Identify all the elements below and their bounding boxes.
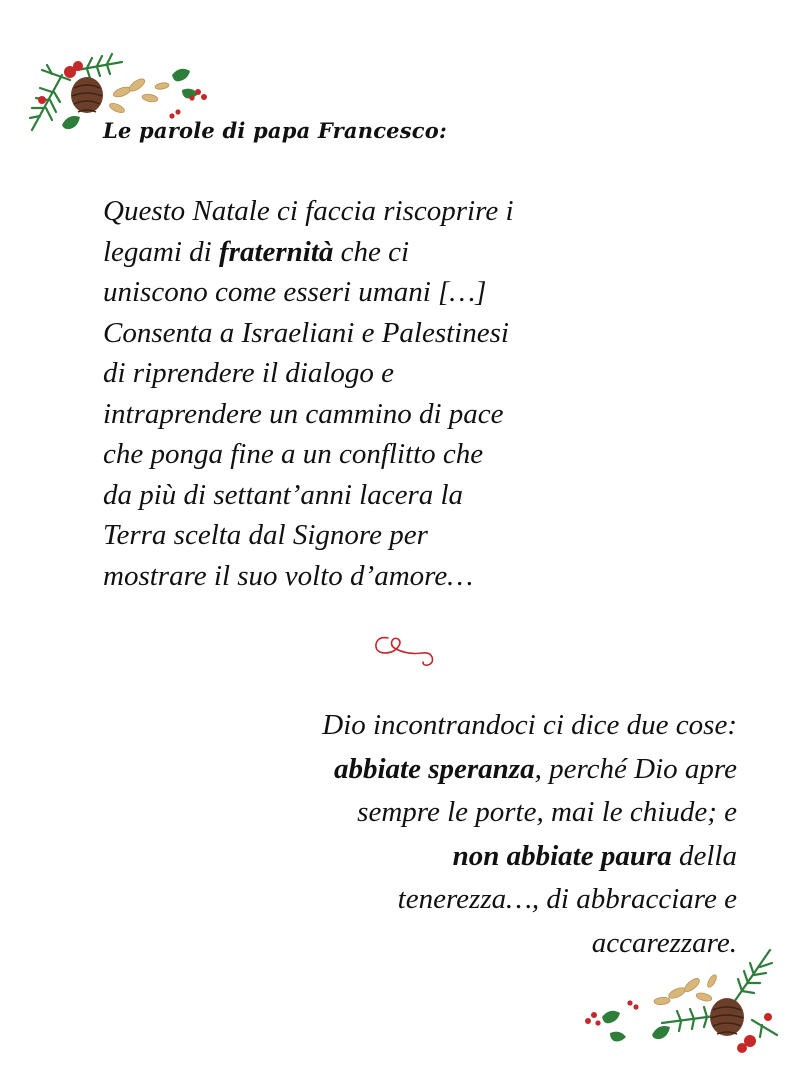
holly-pinecone-decoration-bottom [582,945,782,1060]
quote-line: sempre le porte, mai le chiude; e [357,796,737,828]
quote-line [267,835,737,879]
quote-line [103,232,583,273]
quote-text: legami di [103,235,219,268]
quote-line: Dio incontrandoci ci dice due cose: [322,709,737,741]
quote-text: , perché Dio apre [534,752,737,785]
quote-line: Questo Natale ci faccia riscoprire i [103,195,514,227]
emphasis-word: fraternità [219,235,334,268]
emphasis-word: abbiate speranza [334,752,535,785]
quote-christmas-message [103,191,583,596]
quote-line: tenerezza…, di abbracciare e [397,883,737,915]
quote-line: da più di settant’anni lacera la [103,478,464,511]
page-title: Le parole di papa Francesco: [103,118,447,143]
quote-line [267,748,737,792]
quote-line: che ponga fine a un conflitto che [103,438,484,470]
quote-line: uniscono come esseri umani […] [103,276,487,308]
quote-line: Terra scelta dal Signore per [103,519,428,551]
quote-line: di riprendere il dialogo e [103,357,395,389]
quote-line: accarezzare. [591,926,737,959]
quote-text: che ci [333,235,410,268]
emphasis-word: non abbiate paura [452,839,672,872]
quote-text: della [671,839,737,872]
quote-hope-message [267,704,737,965]
quote-line: intraprendere un cammino di pace [103,397,504,430]
quote-line: mostrare il suo volto d’amore… [103,559,474,592]
quote-line: Consenta a Israeliani e Palestinesi [103,316,509,349]
swirl-divider-icon [368,626,444,666]
